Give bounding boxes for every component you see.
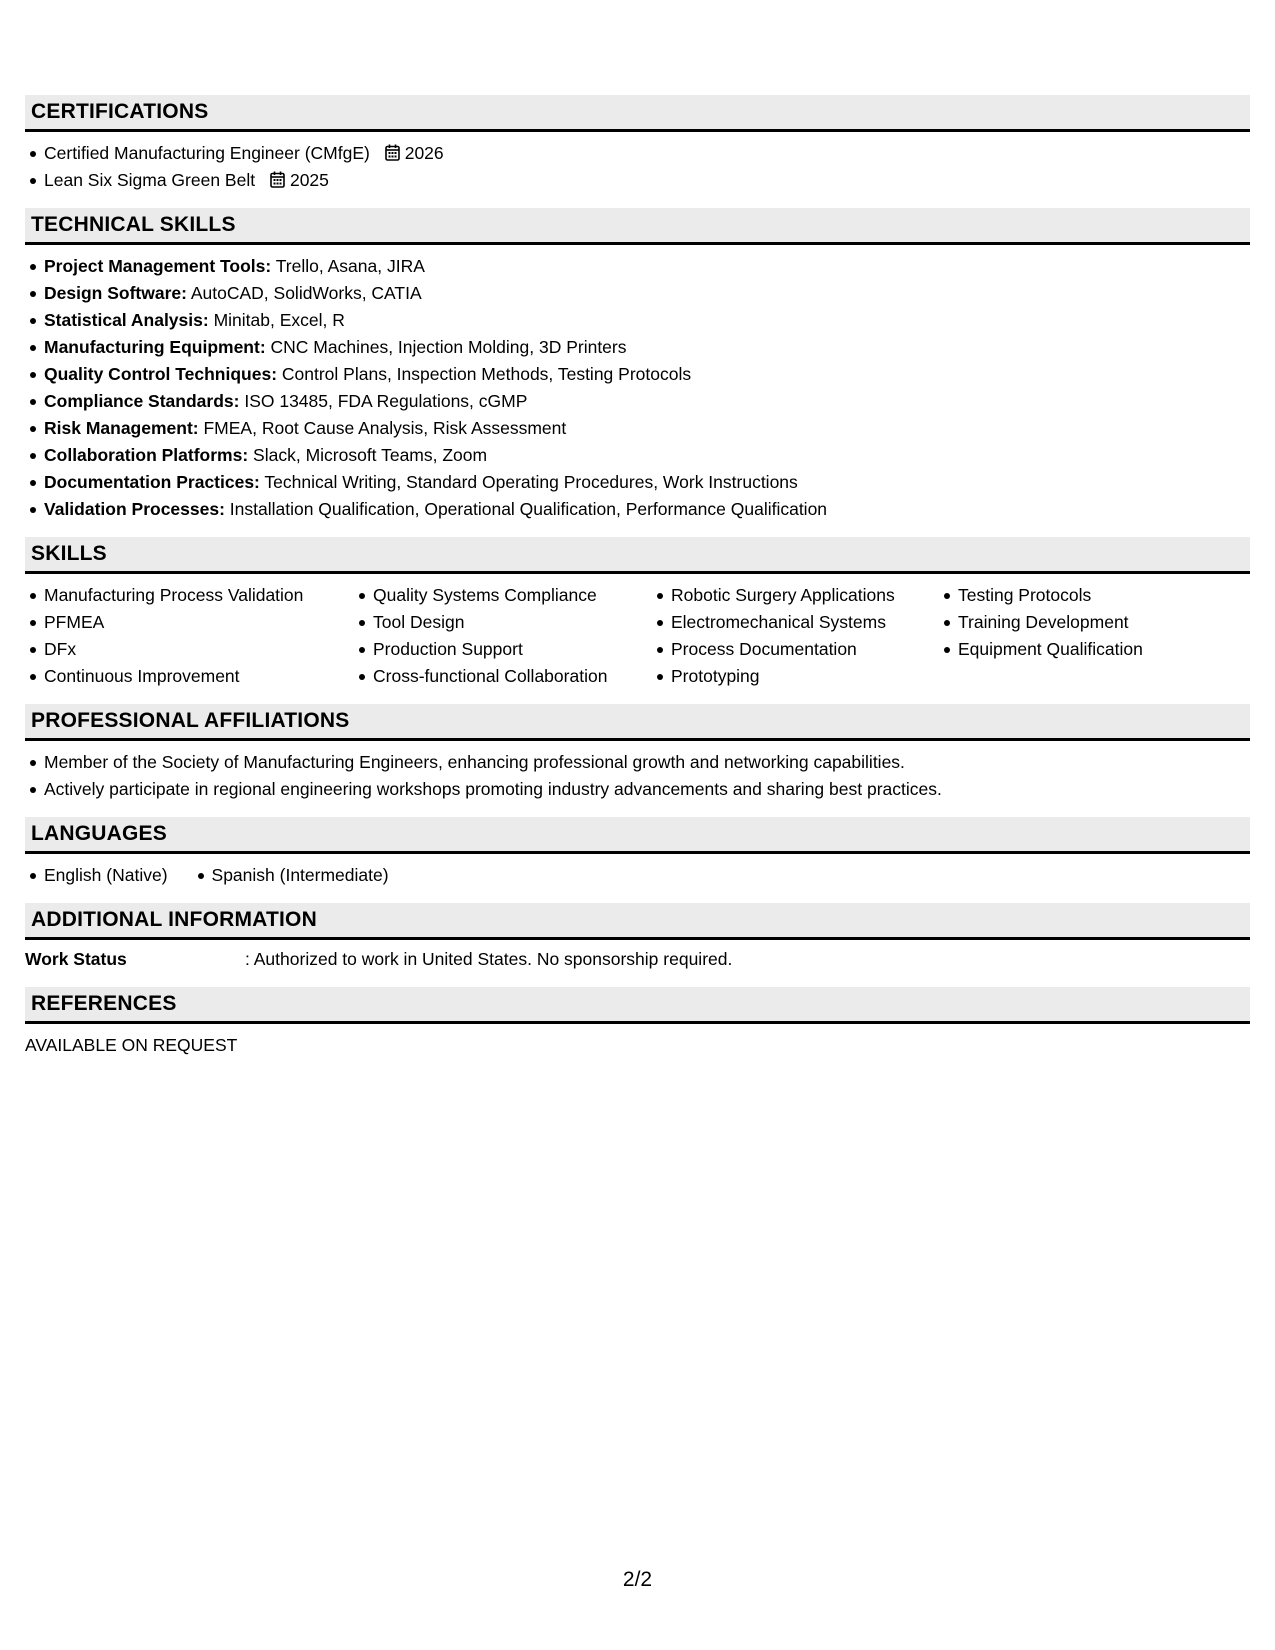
- skill-category: Validation Processes:: [44, 499, 225, 519]
- technical-skill-item: [44, 334, 1250, 361]
- technical-skills-list: [25, 253, 1250, 523]
- skill-values: CNC Machines, Injection Molding, 3D Printers: [265, 337, 627, 357]
- skill-item: Prototyping: [671, 663, 939, 690]
- section-title: LANGUAGES: [31, 822, 167, 845]
- section-title: ADDITIONAL INFORMATION: [31, 908, 317, 931]
- section-header: [25, 903, 1250, 940]
- calendar-icon: [385, 144, 400, 161]
- skill-item: Process Documentation: [671, 636, 939, 663]
- skill-values: Slack, Microsoft Teams, Zoom: [248, 445, 488, 465]
- section-header: [25, 537, 1250, 574]
- skills-column: [652, 582, 939, 690]
- section-header: [25, 987, 1250, 1024]
- technical-skill-item: [44, 469, 1250, 496]
- skill-category: Project Management Tools:: [44, 256, 272, 276]
- skill-values: FMEA, Root Cause Analysis, Risk Assessment: [198, 418, 567, 438]
- technical-skills-section: [25, 208, 1250, 523]
- skill-category: Manufacturing Equipment:: [44, 337, 266, 357]
- section-header: [25, 704, 1250, 741]
- skill-values: AutoCAD, SolidWorks, CATIA: [186, 283, 422, 303]
- work-status-row: [25, 946, 1250, 973]
- skill-item: DFx: [44, 636, 354, 663]
- affiliation-item: Actively participate in regional engineering workshops promoting industry advancements and sharing best practices.: [44, 776, 1250, 803]
- skill-item: Electromechanical Systems: [671, 609, 939, 636]
- page-number: 2/2: [622, 1568, 653, 1591]
- section-header: [25, 208, 1250, 245]
- skill-category: Quality Control Techniques:: [44, 364, 278, 384]
- skill-category: Compliance Standards:: [44, 391, 240, 411]
- skill-category: Collaboration Platforms:: [44, 445, 249, 465]
- skill-values: ISO 13485, FDA Regulations, cGMP: [239, 391, 528, 411]
- skill-values: Trello, Asana, JIRA: [271, 256, 425, 276]
- skill-item: Continuous Improvement: [44, 663, 354, 690]
- skills-column: [25, 582, 354, 690]
- work-status-label: Work Status: [25, 949, 127, 969]
- affiliations-list: [25, 749, 1250, 803]
- languages-list: [25, 862, 433, 889]
- references-text: AVAILABLE ON REQUEST: [25, 1035, 238, 1055]
- certification-name: Lean Six Sigma Green Belt: [44, 170, 256, 190]
- skill-item: PFMEA: [44, 609, 354, 636]
- technical-skill-item: [44, 253, 1250, 280]
- technical-skill-item: [44, 442, 1250, 469]
- skill-item: Equipment Qualification: [958, 636, 1229, 663]
- skill-item: Training Development: [958, 609, 1229, 636]
- section-title: PROFESSIONAL AFFILIATIONS: [31, 709, 350, 732]
- work-status-value: : Authorized to work in United States. No sponsorship required.: [245, 949, 733, 969]
- skills-column: [354, 582, 652, 690]
- languages-section: [25, 817, 1250, 889]
- references-section: [25, 987, 1250, 1059]
- certifications-list: [25, 140, 1250, 194]
- languages-row: [25, 854, 1250, 889]
- section-title: CERTIFICATIONS: [31, 100, 209, 123]
- section-title: SKILLS: [31, 542, 107, 565]
- skills-grid: [25, 582, 1250, 690]
- language-item: Spanish (Intermediate): [212, 862, 389, 889]
- language-item: English (Native): [44, 862, 168, 889]
- skill-values: Technical Writing, Standard Operating Procedures, Work Instructions: [259, 472, 798, 492]
- skill-category: Risk Management:: [44, 418, 199, 438]
- technical-skill-item: [44, 415, 1250, 442]
- section-title: TECHNICAL SKILLS: [31, 213, 236, 236]
- skill-item: Tool Design: [373, 609, 652, 636]
- technical-skill-item: [44, 307, 1250, 334]
- skill-item: Quality Systems Compliance: [373, 582, 652, 609]
- skill-values: Control Plans, Inspection Methods, Testing Protocols: [277, 364, 692, 384]
- skill-values: Installation Qualification, Operational Qualification, Performance Qualification: [224, 499, 828, 519]
- technical-skill-item: [44, 280, 1250, 307]
- skill-category: Documentation Practices:: [44, 472, 260, 492]
- section-header: [25, 817, 1250, 854]
- skills-section: [25, 537, 1250, 690]
- technical-skill-item: [44, 496, 1250, 523]
- resume-page: [25, 95, 1250, 1073]
- skills-column: [939, 582, 1229, 690]
- section-header: [25, 95, 1250, 132]
- affiliations-section: [25, 704, 1250, 803]
- technical-skill-item: [44, 361, 1250, 388]
- skill-item: Manufacturing Process Validation: [44, 582, 354, 609]
- additional-info-section: [25, 903, 1250, 973]
- affiliation-item: Member of the Society of Manufacturing Engineers, enhancing professional growth and networking capabilities.: [44, 749, 1250, 776]
- section-title: REFERENCES: [31, 992, 177, 1015]
- skill-item: Production Support: [373, 636, 652, 663]
- certification-item: [44, 167, 1250, 194]
- skill-category: Design Software:: [44, 283, 187, 303]
- skill-item: Testing Protocols: [958, 582, 1229, 609]
- skill-category: Statistical Analysis:: [44, 310, 209, 330]
- skill-item: Cross-functional Collaboration: [373, 663, 652, 690]
- calendar-icon: [270, 171, 285, 188]
- certification-year: 2025: [289, 170, 329, 190]
- technical-skill-item: [44, 388, 1250, 415]
- certification-year: 2026: [404, 143, 444, 163]
- certification-item: [44, 140, 1250, 167]
- certification-name: Certified Manufacturing Engineer (CMfgE): [44, 143, 370, 163]
- certifications-section: [25, 95, 1250, 194]
- skill-values: Minitab, Excel, R: [208, 310, 345, 330]
- skill-item: Robotic Surgery Applications: [671, 582, 939, 609]
